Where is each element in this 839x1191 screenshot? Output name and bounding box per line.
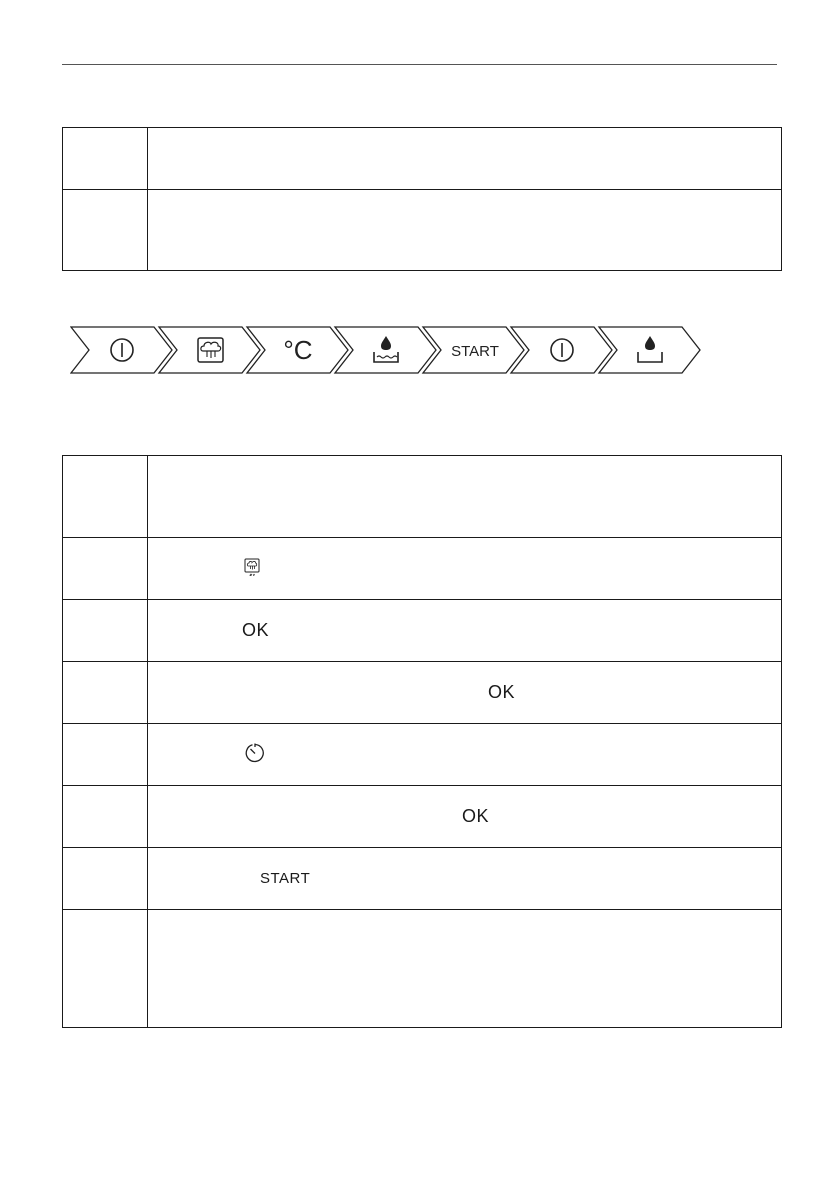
step-number <box>63 724 148 786</box>
flow-step-power <box>71 327 172 373</box>
table-row <box>63 538 782 600</box>
step-number <box>63 848 148 910</box>
step-action <box>148 128 782 190</box>
step-action <box>148 190 782 271</box>
flow-step-water-drain <box>599 327 700 373</box>
flow-step-power <box>511 327 612 373</box>
flow-step-temperature <box>247 327 348 373</box>
step-number <box>63 786 148 848</box>
table-row <box>63 786 782 848</box>
step-action <box>148 538 782 600</box>
step-action <box>148 456 782 538</box>
table-row <box>63 128 782 190</box>
flow-step-water-fill <box>335 327 436 373</box>
flow-step-steam-function <box>159 327 260 373</box>
step-number <box>63 128 148 190</box>
step-action <box>148 848 782 910</box>
step-number <box>63 600 148 662</box>
table-row <box>63 456 782 538</box>
procedure-flow <box>70 326 710 376</box>
step-number <box>63 456 148 538</box>
step-action <box>148 910 782 1028</box>
table-row <box>63 910 782 1028</box>
step-action <box>148 724 782 786</box>
table-row <box>63 724 782 786</box>
step-number <box>63 910 148 1028</box>
power-icon <box>111 339 133 361</box>
step-number <box>63 662 148 724</box>
table-row <box>63 848 782 910</box>
table-row <box>63 662 782 724</box>
steps-table-2 <box>62 455 782 1028</box>
table-row <box>63 600 782 662</box>
step-action <box>148 786 782 848</box>
water-drain-icon <box>638 336 662 362</box>
step-number <box>63 538 148 600</box>
power-icon <box>551 339 573 361</box>
start-label: START <box>451 343 499 360</box>
flow-step-start <box>423 327 524 373</box>
step-action <box>148 600 782 662</box>
start-button-label: START <box>260 870 311 887</box>
ok-button-label: OK <box>242 620 270 640</box>
header-rule <box>62 64 777 65</box>
sous-vide-icon <box>244 558 260 580</box>
step-action <box>148 662 782 724</box>
step-number <box>63 190 148 271</box>
steps-table-1 <box>62 127 782 271</box>
temperature-icon: °C <box>283 335 313 365</box>
ok-button-label: OK <box>488 682 516 702</box>
steam-function-icon <box>198 338 223 362</box>
table-row <box>63 190 782 271</box>
ok-button-label: OK <box>462 806 490 826</box>
timer-icon <box>244 742 266 768</box>
water-fill-icon <box>374 336 398 362</box>
